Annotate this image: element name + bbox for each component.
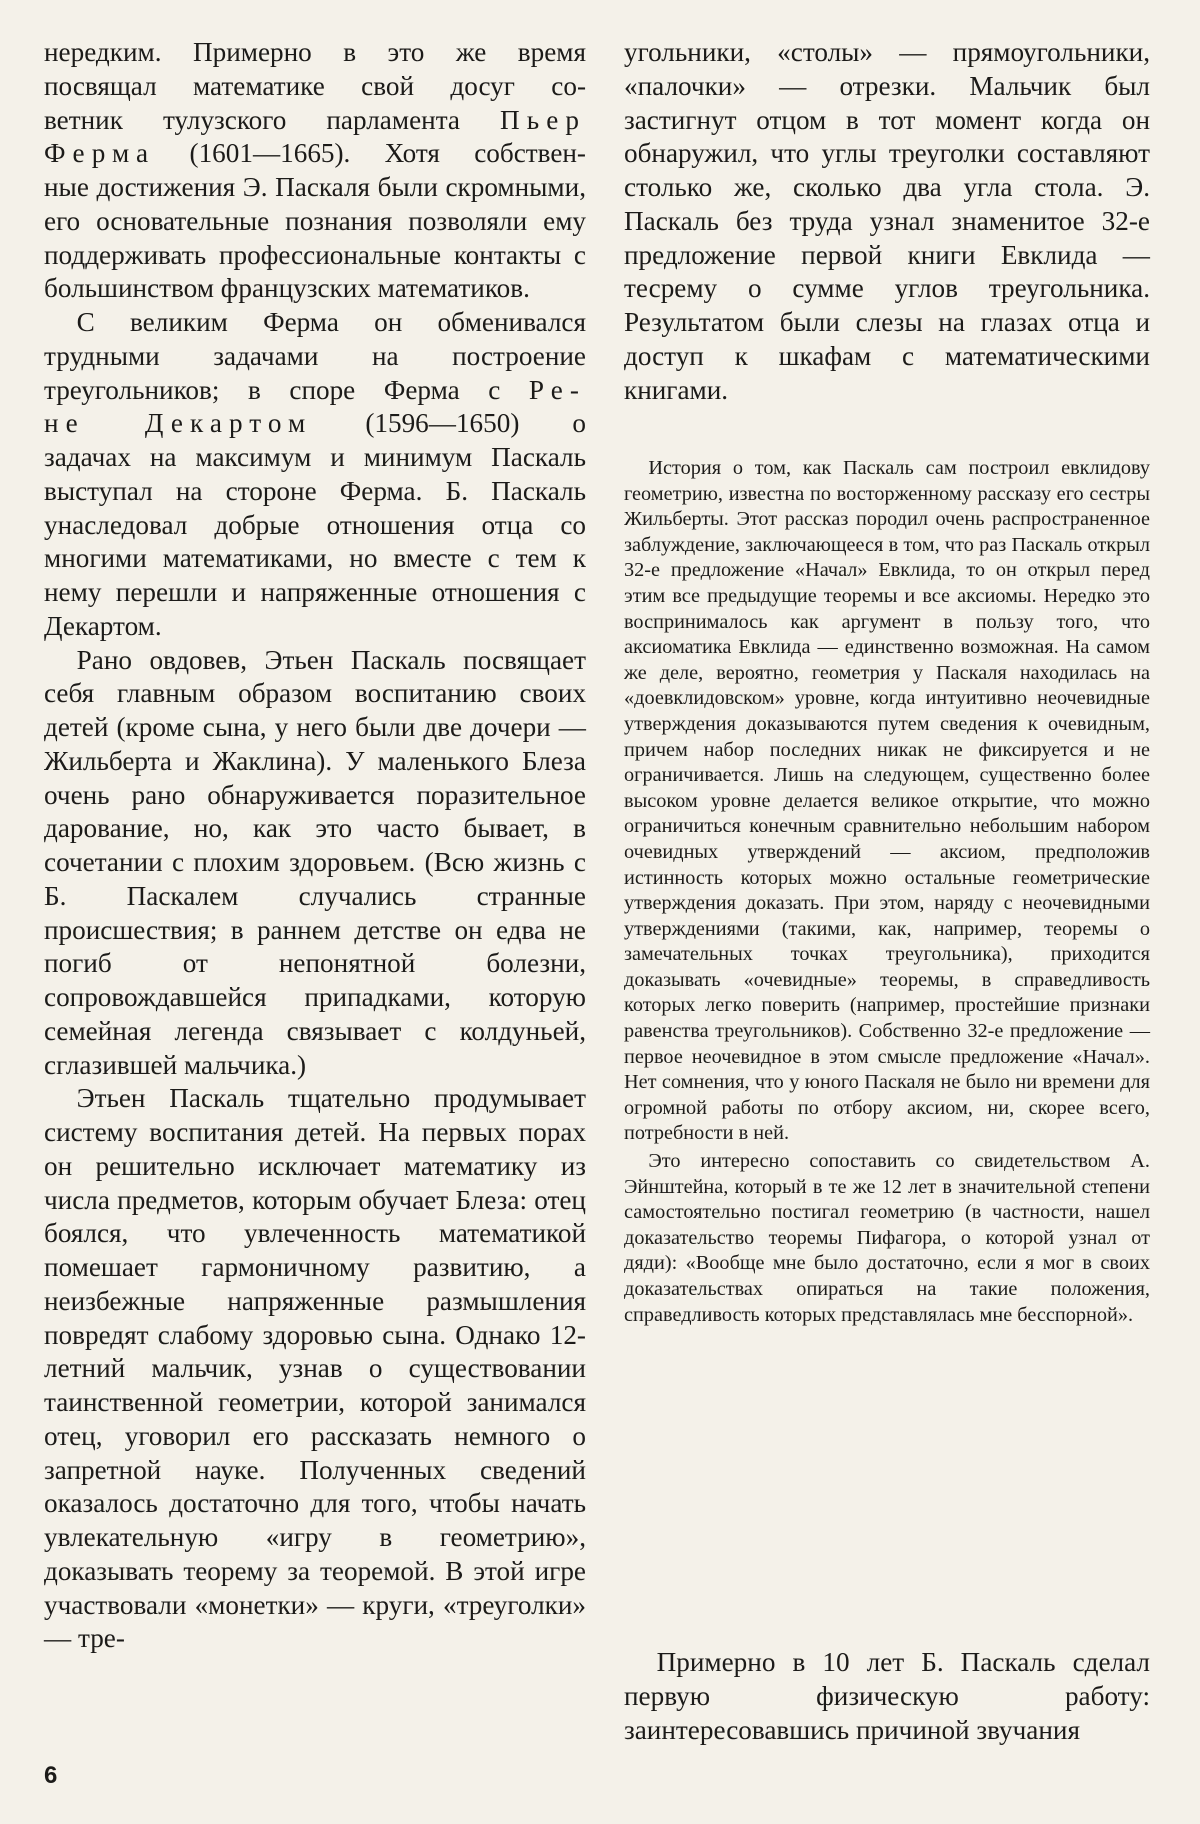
side-note bbox=[624, 456, 1150, 1328]
text-line: трудными задачами на построение bbox=[44, 340, 586, 371]
text-fragment: ветник тулузского парламента bbox=[44, 104, 501, 135]
text-fragment: треугольников; в споре Ферма с bbox=[44, 374, 529, 405]
note-paragraph: Это интересно сопоставить со свидетельством А. Эйнштейна, который в те же 12 лет в значительной степени самостоятельно постигал геометрию (в частности, нашел доказательство теоремы Пифагора, о которой узнал от дяди): «Вообще мне было достаточно, если я мог в своих доказательствах опираться на такие положения, справедливость которых представлялась мне бесспорной». bbox=[624, 1150, 1150, 1326]
text-fragment: (1601—1665). Хотя собствен- bbox=[155, 138, 586, 169]
text-line: нередким. Примерно в это же время bbox=[44, 37, 586, 67]
spaced-name: Ферма bbox=[44, 138, 156, 169]
paragraph-text: ные достижения Э. Паскаля были скромными, его основательные познания позволяли ему поддерживать профессиональные контакты с большинством французских математиков. bbox=[44, 172, 586, 304]
paragraph bbox=[44, 36, 586, 306]
page-number: 6 bbox=[44, 1762, 58, 1789]
right-column-bottom bbox=[624, 1646, 1150, 1747]
spaced-name: не Декартом bbox=[44, 408, 313, 439]
text-line: посвящал математике свой досуг со- bbox=[44, 70, 586, 101]
paragraph: Рано овдовев, Этьен Паскаль посвящает себя главным образом воспитанию своих детей (кроме сына, у него были две дочери — Жильберта и Жаклина). У маленького Блеза очень рано обнаруживается поразительное дарование, но, как это часто бывает, в сочетании с плохим здоровьем. (Всю жизнь с Б. Паскалем случались странные происшествия; в раннем детстве он едва не погиб от непонятной болезни, сопровождавшейся припадками, которую семейная легенда связывает с колдуньей, сглазившей мальчика.) bbox=[44, 644, 586, 1080]
spaced-name: Пьер bbox=[500, 104, 586, 135]
paragraph: Примерно в 10 лет Б. Паскаль сделал первую физическую работу: заинтересовавшись причиной звучания bbox=[624, 1647, 1150, 1745]
text-line bbox=[44, 374, 586, 408]
right-column-top bbox=[624, 36, 1150, 407]
paragraph: угольники, «столы» — прямоугольники, «палочки» — отрезки. Мальчик был застигнут отцом в тот момент когда он обнаружил, что углы треуголки составляют столько же, сколько два угла стола. Э. Паскаль без труда узнал знаменитое 32-е предложение первой книги Евклида — тесрему о сумме углов треугольника. Результатом были слезы на глазах отца и доступ к шкафам с математическими книгами. bbox=[624, 37, 1150, 405]
text-fragment: (1596—1650) о bbox=[312, 408, 586, 439]
left-column bbox=[44, 36, 586, 1656]
text-line: С великим Ферма он обменивался bbox=[76, 307, 586, 337]
text-line bbox=[44, 407, 586, 441]
text-line bbox=[44, 104, 586, 138]
text-line bbox=[44, 137, 586, 171]
spaced-name: Ре- bbox=[528, 374, 586, 405]
paragraph bbox=[44, 306, 586, 644]
paragraph: Этьен Паскаль тщательно продумывает систему воспитания детей. На первых порах он решительно исключает математику из числа предметов, которым обучает Блеза: отец боялся, что увлеченность математикой помешает гармоничному развитию, а неизбежные напряженные размышления повредят слабому здоровью сына. Однако 12-летний мальчик, узнав о существовании таинственной геометрии, которой занимался отец, уговорил его рассказать немного о запретной науке. Полученных сведений оказалось достаточно для того, чтобы начать увлекательную «игру в геометрию», доказывать теорему за теоремой. В этой игре участвовали «монетки» — круги, «треуголки» — тре- bbox=[44, 1083, 586, 1654]
note-paragraph: История о том, как Паскаль сам построил евклидову геометрию, известна по восторженному рассказу его сестры Жильберты. Этот рассказ породил очень распространенное заблуждение, заключающееся в том, что раз Паскаль открыл 32-е предложение «Начал» Евклида, то он открыл перед этим все предыдущие теоремы и все аксиомы. Нередко это воспринималось как аргумент в пользу того, что аксиоматика Евклида — единственно возможная. На самом же деле, вероятно, геометрия у Паскаля находилась на «доевклидовском» уровне, когда интуитивно неочевидные утверждения доказываются путем сведения к очевидным, причем набор последних никак не фиксируется и не ограничивается. Лишь на следующем, существенно более высоком уровне делается великое открытие, что можно ограничиться конечным сравнительно небольшим набором очевидных утверждений — аксиом, предположив истинность которых можно остальные геометрические утверждения доказать. При этом, наряду с неочевидными утверждениями (такими, как, например, теоремы о замечательных точках треугольника), приходится доказывать «очевидные» теоремы, в справедливость которых легко поверить (например, простейшие признаки равенства треугольников). Собственно 32-е предложение — первое неочевидное в этом смысле предложение «Начал». Нет сомнения, что у юного Паскаля не было ни времени для огромной работы по отбору аксиом, ни, скорее всего, потребности в ней. bbox=[624, 457, 1150, 1145]
paragraph-text: задачах на максимум и минимум Паскаль выступал на стороне Ферма. Б. Паскаль унаследовал добрые отношения отца со многими математиками, но вместе с тем к нему перешли и напряженные отношения с Декартом. bbox=[44, 442, 586, 641]
